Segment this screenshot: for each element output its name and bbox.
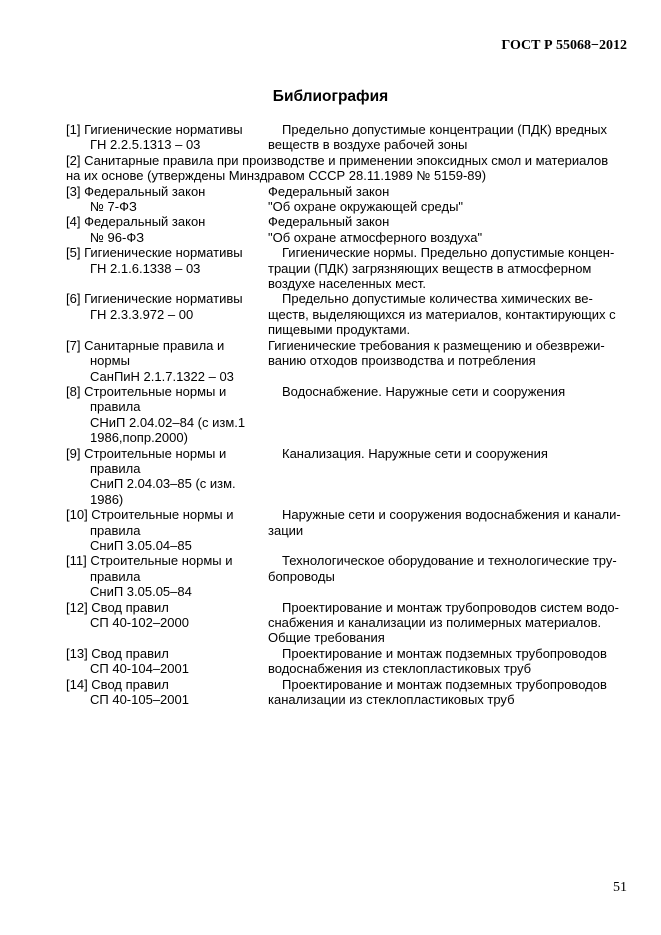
entry-full-text: [66, 153, 628, 184]
entry-source-line: [1] Гигиенические нормативы: [66, 122, 243, 137]
entry-source: [66, 122, 268, 153]
standard-header: ГОСТ Р 55068−2012: [501, 38, 627, 53]
entry-source-line: ГН 2.2.5.1313 – 03: [90, 137, 201, 153]
entry-description: [268, 507, 628, 553]
entry-source-line: [9] Строительные нормы и: [66, 445, 227, 461]
entry-source-line: 1986): [90, 491, 124, 507]
entry-description: [268, 446, 628, 508]
bibliography-entry-6: [66, 291, 628, 337]
entry-source-line: СП 40-105–2001: [90, 692, 189, 708]
entry-description-line: Наружные сети и сооружения водоснабжения и канали-: [282, 507, 621, 523]
bibliography-entry-8: [66, 384, 628, 446]
entry-source-line: [3] Федеральный закон: [66, 183, 206, 199]
page-title: Библиография: [272, 88, 389, 105]
entry-description-line: канализации из стеклопластиковых труб: [268, 692, 515, 708]
entry-source-line: СП 40-102–2000: [90, 615, 189, 630]
page-number: 51: [613, 880, 627, 895]
bibliography-entry-1: [66, 122, 628, 153]
entry-source-line: № 96-ФЗ: [90, 229, 145, 245]
entry-source-line: [4] Федеральный закон: [66, 214, 206, 230]
entry-description-line: воздухе населенных мест.: [268, 276, 426, 292]
entry-description: [268, 245, 628, 291]
entry-description-line: Технологическое оборудование и технологические тру-: [282, 553, 617, 569]
entry-description-line: бопроводы: [268, 568, 335, 584]
entry-description-line: Канализация. Наружные сети и сооружения: [282, 445, 548, 461]
entry-source-line: правила: [90, 399, 141, 415]
entry-description-line: зации: [268, 522, 304, 538]
entry-description-line: Общие требования: [268, 630, 385, 646]
entry-source: [66, 184, 268, 215]
entry-description: [268, 184, 628, 215]
entry-description-line: ванию отходов производства и потребления: [268, 353, 536, 369]
entry-description-line: веществ в воздухе рабочей зоны: [268, 137, 468, 153]
entry-description-line: Водоснабжение. Наружные сети и сооружения: [282, 383, 566, 399]
entry-source-line: СП 40-104–2001: [90, 661, 189, 677]
bibliography-entry-9: [66, 446, 628, 508]
entry-source-line: [8] Строительные нормы и: [66, 383, 227, 399]
entry-source-line: ГН 2.3.3.972 – 00: [90, 306, 194, 322]
entry-description: [268, 600, 628, 646]
entry-source: [66, 338, 268, 384]
bibliography-entry-10: [66, 507, 628, 553]
entry-description: [268, 291, 628, 337]
entry-full-line: на их основе (утверждены Минздравом СССР 28.11.1989 № 5159-89): [66, 168, 487, 184]
entry-source-line: СанПиН 2.1.7.1322 – 03: [90, 368, 234, 384]
bibliography-entry-12: [66, 600, 628, 646]
entry-description-line: Проектирование и монтаж подземных трубопроводов: [282, 676, 607, 692]
entry-source-line: [7] Санитарные правила и: [66, 337, 225, 353]
entry-description-line: Гигиенические нормы. Предельно допустимые концен-: [282, 245, 615, 261]
entry-description-line: Предельно допустимые концентрации (ПДК) вредных: [282, 122, 607, 137]
entry-description: [268, 646, 628, 677]
entry-source-line: [13] Свод правил: [66, 645, 169, 661]
entry-source-line: правила: [90, 522, 141, 538]
entry-source: [66, 214, 268, 245]
entry-description-line: Предельно допустимые количества химических ве-: [282, 291, 593, 307]
entry-source-line: СниП 3.05.05–84: [90, 584, 192, 600]
entry-full-line: [2] Санитарные правила при производстве и применении эпоксидных смол и материалов: [66, 152, 609, 168]
entry-source-line: ГН 2.1.6.1338 – 03: [90, 260, 201, 276]
entry-source-line: нормы: [90, 353, 130, 369]
entry-source-line: [6] Гигиенические нормативы: [66, 291, 243, 307]
entry-source-line: [11] Строительные нормы и: [66, 553, 233, 569]
bibliography-entry-5: [66, 245, 628, 291]
entry-source: [66, 384, 268, 446]
entry-description-line: Федеральный закон: [268, 183, 390, 199]
entry-source: [66, 553, 268, 599]
bibliography-entry-11: [66, 553, 628, 599]
entry-description: [268, 677, 628, 708]
entry-description: [268, 338, 628, 384]
entry-description-line: водоснабжения из стеклопластиковых труб: [268, 661, 532, 677]
bibliography-entry-7: [66, 338, 628, 384]
entry-source: [66, 245, 268, 291]
entry-description-line: Федеральный закон: [268, 214, 390, 230]
bibliography-entry-4: [66, 214, 628, 245]
entry-description-line: "Об охране атмосферного воздуха": [268, 229, 483, 245]
bibliography-entry-3: [66, 184, 628, 215]
entry-source: [66, 646, 268, 677]
entry-description-line: ществ, выделяющихся из материалов, контактирующих с: [268, 306, 616, 322]
entry-source: [66, 507, 268, 553]
entry-source: [66, 677, 268, 708]
entry-source-line: СниП 2.04.03–85 (с изм.: [90, 476, 236, 492]
entry-description: [268, 553, 628, 599]
bibliography-entry-14: [66, 677, 628, 708]
entry-description-line: Гигиенические требования к размещению и обезврежи-: [268, 337, 605, 353]
entry-source-line: № 7-ФЗ: [90, 199, 137, 215]
entry-description-line: снабжения и канализации из полимерных материалов.: [268, 615, 602, 630]
entry-source-line: [14] Свод правил: [66, 676, 169, 692]
entry-source-line: [10] Строительные нормы и: [66, 507, 234, 523]
entry-description-line: трации (ПДК) загрязняющих веществ в атмосферном: [268, 260, 592, 276]
entry-source: [66, 291, 268, 337]
bibliography-entry-13: [66, 646, 628, 677]
entry-description: [268, 122, 628, 153]
entry-source-line: СниП 3.05.04–85: [90, 537, 192, 553]
bibliography-entry-2: [66, 153, 628, 184]
entry-source-line: правила: [90, 460, 141, 476]
entry-source-line: 1986,попр.2000): [90, 430, 188, 446]
entry-description: [268, 384, 628, 446]
entry-description-line: "Об охране окружающей среды": [268, 199, 464, 215]
entry-description-line: Проектирование и монтаж трубопроводов систем водо-: [282, 599, 619, 615]
entry-source-line: правила: [90, 568, 141, 584]
bibliography-list: [66, 122, 628, 707]
entry-source-line: [12] Свод правил: [66, 599, 169, 615]
entry-source-line: [5] Гигиенические нормативы: [66, 245, 243, 261]
entry-description: [268, 214, 628, 245]
entry-source: [66, 446, 268, 508]
entry-source-line: СНиП 2.04.02–84 (с изм.1: [90, 414, 246, 430]
entry-source: [66, 600, 268, 646]
entry-description-line: пищевыми продуктами.: [268, 322, 411, 338]
entry-description-line: Проектирование и монтаж подземных трубопроводов: [282, 645, 607, 661]
